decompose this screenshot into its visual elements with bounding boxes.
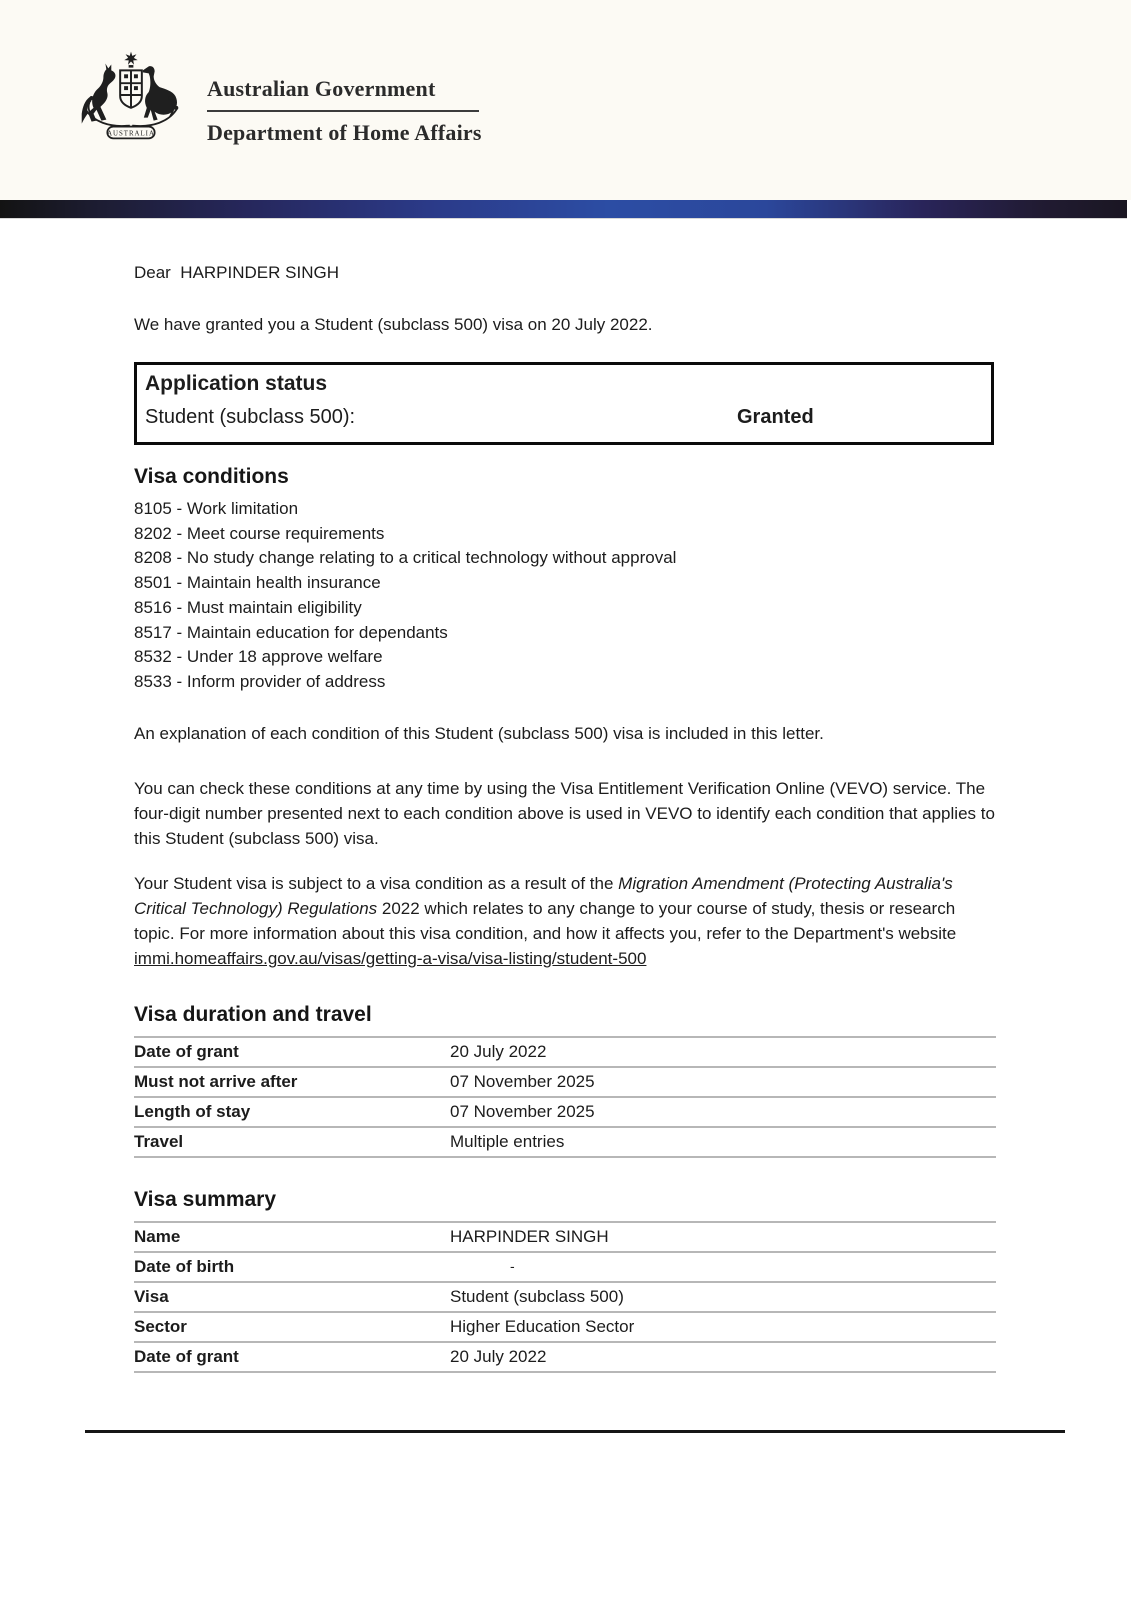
- row-value: Higher Education Sector: [450, 1312, 996, 1342]
- visa-summary-heading: Visa summary: [134, 1187, 277, 1211]
- australia-banner: [107, 127, 155, 139]
- row-value: 20 July 2022: [450, 1037, 996, 1067]
- visa-condition: 8501 - Maintain health insurance: [134, 573, 381, 593]
- footer-divider: [85, 1430, 1065, 1433]
- table-row: [134, 1097, 996, 1127]
- application-status-box: [134, 362, 994, 445]
- table-row: [134, 1222, 996, 1252]
- table-row: [134, 1252, 996, 1282]
- visa-condition: 8516 - Must maintain eligibility: [134, 597, 362, 617]
- row-label: Sector: [134, 1312, 450, 1342]
- migration-paragraph: [134, 871, 996, 971]
- row-label: Visa: [134, 1282, 450, 1312]
- letter-body: [134, 260, 996, 1433]
- letterhead: [0, 0, 1131, 200]
- kangaroo-icon: [82, 63, 116, 123]
- table-row: [134, 1312, 996, 1342]
- table-row: [134, 1037, 996, 1067]
- row-label: Must not arrive after: [134, 1067, 450, 1097]
- salutation: Dear HARPINDER SINGH: [134, 263, 339, 282]
- department-title: Department of Home Affairs: [207, 120, 482, 145]
- regulation-name: Migration Amendment (Protecting Australia's Critical Technology) Regulations: [134, 873, 953, 918]
- row-value: 20 July 2022: [450, 1342, 996, 1372]
- row-value: Student (subclass 500): [450, 1282, 996, 1312]
- migration-text-mid: 2022 which relates to any change to your course of study, thesis or research topic. For more information about this visa condition, and how it affects you, refer to the Department's website: [134, 898, 957, 943]
- star-icon: [124, 52, 137, 65]
- visa-condition: 8533 - Inform provider of address: [134, 671, 386, 691]
- status-value: Granted: [737, 406, 814, 428]
- australian-coat-of-arms-icon: [62, 44, 200, 148]
- row-value: Multiple entries: [450, 1127, 996, 1157]
- shield-icon: [120, 70, 142, 107]
- row-value: 07 November 2025: [450, 1097, 996, 1127]
- visa-duration-heading: Visa duration and travel: [134, 1002, 372, 1026]
- row-label: Length of stay: [134, 1097, 450, 1127]
- table-row: [134, 1067, 996, 1097]
- government-title: Australian Government: [207, 76, 479, 112]
- table-row: [134, 1127, 996, 1157]
- visa-condition: 8517 - Maintain education for dependants: [134, 622, 448, 642]
- svg-text:AUSTRALIA: AUSTRALIA: [107, 130, 155, 138]
- visa-summary-table: [134, 1221, 996, 1373]
- visa-condition: 8105 - Work limitation: [134, 499, 299, 518]
- row-label: Date of birth: [134, 1252, 450, 1282]
- visa-condition: 8532 - Under 18 approve welfare: [134, 647, 383, 667]
- application-status-title: Application status: [145, 372, 328, 395]
- migration-text-pre: Your Student visa is subject to a visa condition as a result of the: [134, 873, 619, 893]
- vevo-paragraph: You can check these conditions at any time by using the Visa Entitlement Verification Online (VEVO) service. The four-digit number presented next to each condition above is used in VEVO to identify each condition that applies to this Student (subclass 500) visa.: [134, 778, 995, 848]
- row-label: Name: [134, 1222, 450, 1252]
- visa-conditions-heading: Visa conditions: [134, 465, 289, 488]
- table-row: [134, 1342, 996, 1372]
- row-label: Date of grant: [134, 1342, 450, 1372]
- visa-condition: 8202 - Meet course requirements: [134, 523, 385, 543]
- visa-conditions-list: [134, 497, 996, 695]
- conditions-explanation: An explanation of each condition of this Student (subclass 500) visa is included in this letter.: [134, 723, 824, 743]
- row-label: Travel: [134, 1127, 450, 1157]
- row-value: -: [450, 1252, 996, 1282]
- grant-intro: We have granted you a Student (subclass 500) visa on 20 July 2022.: [134, 315, 653, 334]
- student-visa-link[interactable]: immi.homeaffairs.gov.au/visas/getting-a-visa/visa-listing/student-500: [134, 948, 647, 968]
- table-row: [134, 1282, 996, 1312]
- row-value: 07 November 2025: [450, 1067, 996, 1097]
- header-gradient-bar: [0, 200, 1127, 218]
- visa-duration-table: [134, 1036, 996, 1158]
- row-label: Date of grant: [134, 1037, 450, 1067]
- visa-condition: 8208 - No study change relating to a critical technology without approval: [134, 548, 677, 568]
- visa-class-label: Student (subclass 500):: [145, 406, 356, 428]
- row-value: HARPINDER SINGH: [450, 1222, 996, 1252]
